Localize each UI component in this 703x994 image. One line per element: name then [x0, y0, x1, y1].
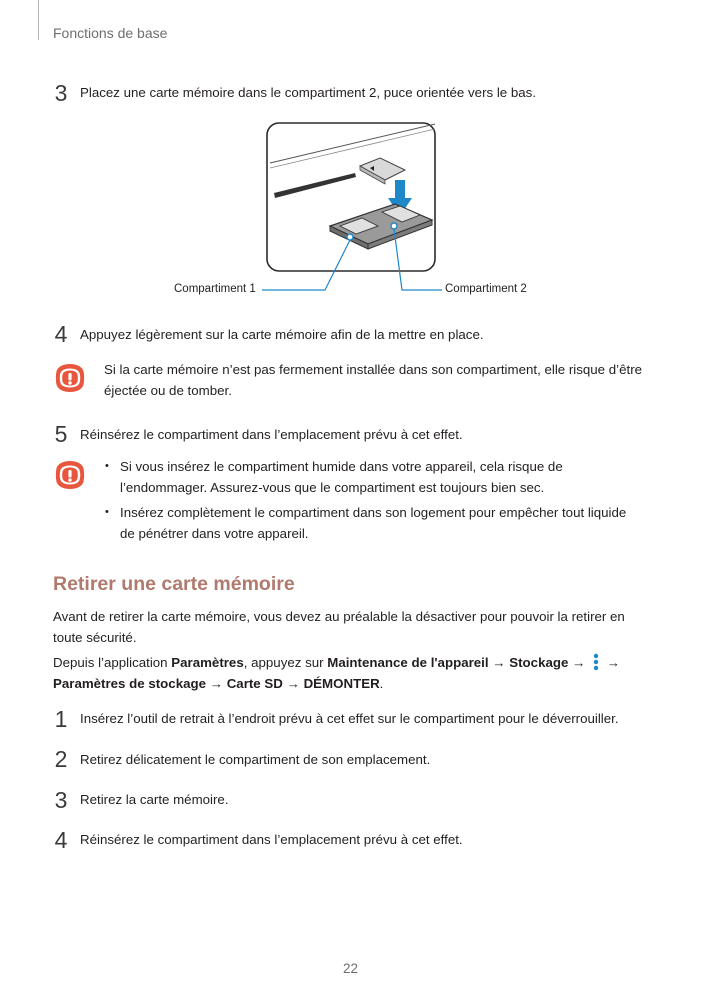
warning-icon [55, 460, 85, 490]
step-number: 3 [54, 80, 68, 106]
more-options-icon [591, 653, 601, 671]
warning-item: Insérez complètement le compartiment dans son logement pour empêcher tout liquide de pénétrer dans votre appareil. [120, 505, 627, 541]
section-intro: Avant de retirer la carte mémoire, vous devez au préalable la désactiver pour pouvoir la retirer en toute sécurité. [53, 609, 625, 645]
step-text: Appuyez légèrement sur la carte mémoire afin de la mettre en place. [80, 327, 484, 342]
step-number: 1 [54, 706, 68, 732]
callout-compartment-2: Compartiment 2 [445, 283, 527, 295]
step-text: Placez une carte mémoire dans le compartiment 2, puce orientée vers le bas. [80, 85, 537, 100]
step-text: Insérez l’outil de retrait à l’endroit prévu à cet effet sur le compartiment pour le déverrouiller. [80, 711, 619, 726]
callout-compartment-1: Compartiment 1 [174, 283, 256, 295]
page-number: 22 [343, 961, 359, 976]
path-app: Paramètres [171, 655, 244, 670]
settings-path: Depuis l’application Paramètres, appuyez sur Maintenance de l'appareil → Stockage → → Paramètres de stockage → Carte SD → DÉMONTER. [53, 655, 621, 691]
step-text: Réinsérez le compartiment dans l’emplacement prévu à cet effet. [80, 427, 463, 442]
bullet: • [105, 460, 109, 472]
step-number: 4 [54, 827, 68, 853]
warning-text: Si la carte mémoire n’est pas fermement installée dans son compartiment, elle risque d’être éjectée ou de tomber. [104, 362, 643, 398]
step-text: Réinsérez le compartiment dans l’emplacement prévu à cet effet. [80, 832, 463, 847]
step-number: 4 [54, 321, 68, 347]
path-demonter: DÉMONTER [303, 676, 380, 691]
step-text: Retirez la carte mémoire. [80, 792, 229, 807]
path-params-stockage: Paramètres de stockage [53, 676, 206, 691]
warning-icon [55, 363, 85, 393]
step-number: 3 [54, 787, 68, 813]
path-carte-sd: Carte SD [226, 676, 283, 691]
path-maintenance: Maintenance de l'appareil [327, 655, 489, 670]
header-rule [38, 0, 39, 40]
page-header-title: Fonctions de base [53, 25, 168, 41]
section-title: Retirer une carte mémoire [53, 573, 295, 595]
warning-item: Si vous insérez le compartiment humide dans votre appareil, cela risque de l’endommager. Assurez-vous que le compartiment est toujours bien sec. [120, 459, 563, 495]
path-stockage: Stockage [509, 655, 569, 670]
step-text: Retirez délicatement le compartiment de son emplacement. [80, 752, 431, 767]
step-number: 2 [54, 746, 68, 772]
bullet: • [105, 506, 109, 518]
step-number: 5 [54, 421, 68, 447]
sd-tray-illustration [170, 118, 540, 303]
